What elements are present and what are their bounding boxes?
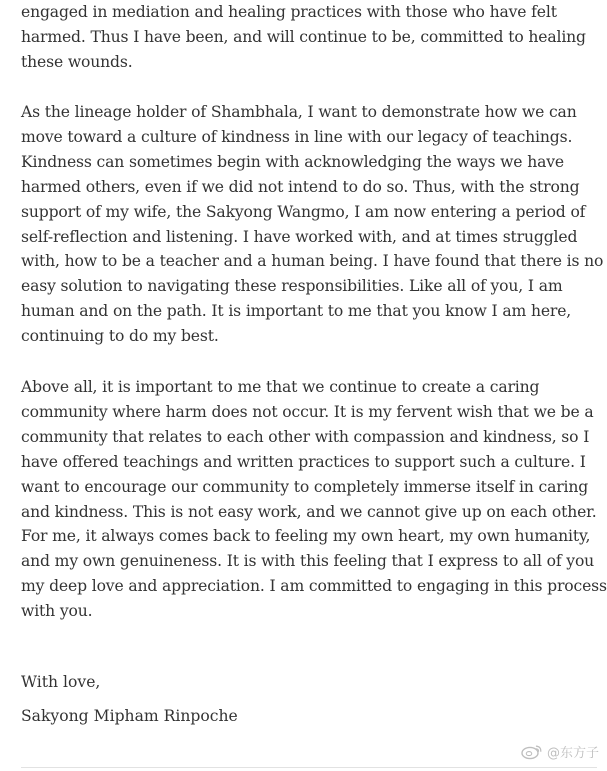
closing-salutation: With love, xyxy=(21,673,101,691)
text-line: and my own genuineness. It is with this feeling that I express to all of you xyxy=(21,552,595,571)
bottom-divider xyxy=(21,767,597,768)
text-line: with, how to be a teacher and a human being. I have found that there is no xyxy=(21,252,604,271)
text-line: harmed others, even if we did not intend to do so. Thus, with the strong xyxy=(21,177,580,196)
weibo-icon xyxy=(521,743,543,760)
text-line: have offered teachings and written practices to support such a culture. I xyxy=(21,452,586,471)
text-line: harmed. Thus I have been, and will continue to be, committed to healing xyxy=(21,27,586,46)
watermark xyxy=(521,742,599,761)
text-line: continuing to do my best. xyxy=(21,327,219,346)
text-line: self-reflection and listening. I have worked with, and at times struggled xyxy=(21,227,578,246)
paragraph-3 xyxy=(21,375,607,624)
text-line: human and on the path. It is important to me that you know I am here, xyxy=(21,302,572,321)
text-line: easy solution to navigating these responsibilities. Like all of you, I am xyxy=(21,277,563,296)
text-line: and kindness. This is not easy work, and we cannot give up on each other. xyxy=(21,502,597,521)
text-line: these wounds. xyxy=(21,52,133,71)
text-line: support of my wife, the Sakyong Wangmo, I am now entering a period of xyxy=(21,202,586,221)
text-line: community that relates to each other with compassion and kindness, so I xyxy=(21,427,590,446)
watermark-text: @东方子 xyxy=(546,746,599,761)
text-line: my deep love and appreciation. I am committed to engaging in this process xyxy=(21,577,607,596)
text-line: move toward a culture of kindness in line with our legacy of teachings. xyxy=(21,127,573,146)
text-line: community where harm does not occur. It is my fervent wish that we be a xyxy=(21,402,594,421)
signature-name: Sakyong Mipham Rinpoche xyxy=(21,707,238,725)
text-line: want to encourage our community to completely immerse itself in caring xyxy=(21,477,589,496)
paragraph-2 xyxy=(21,100,603,349)
text-line: Above all, it is important to me that we continue to create a caring xyxy=(21,378,540,396)
paragraph-1 xyxy=(21,0,586,75)
text-line: engaged in mediation and healing practices with those who have felt xyxy=(21,3,557,21)
text-line: Kindness can sometimes begin with acknowledging the ways we have xyxy=(21,152,564,171)
text-line: with you. xyxy=(21,602,93,621)
text-line: For me, it always comes back to feeling my own heart, my own humanity, xyxy=(21,527,591,546)
text-line: As the lineage holder of Shambhala, I want to demonstrate how we can xyxy=(21,103,577,121)
